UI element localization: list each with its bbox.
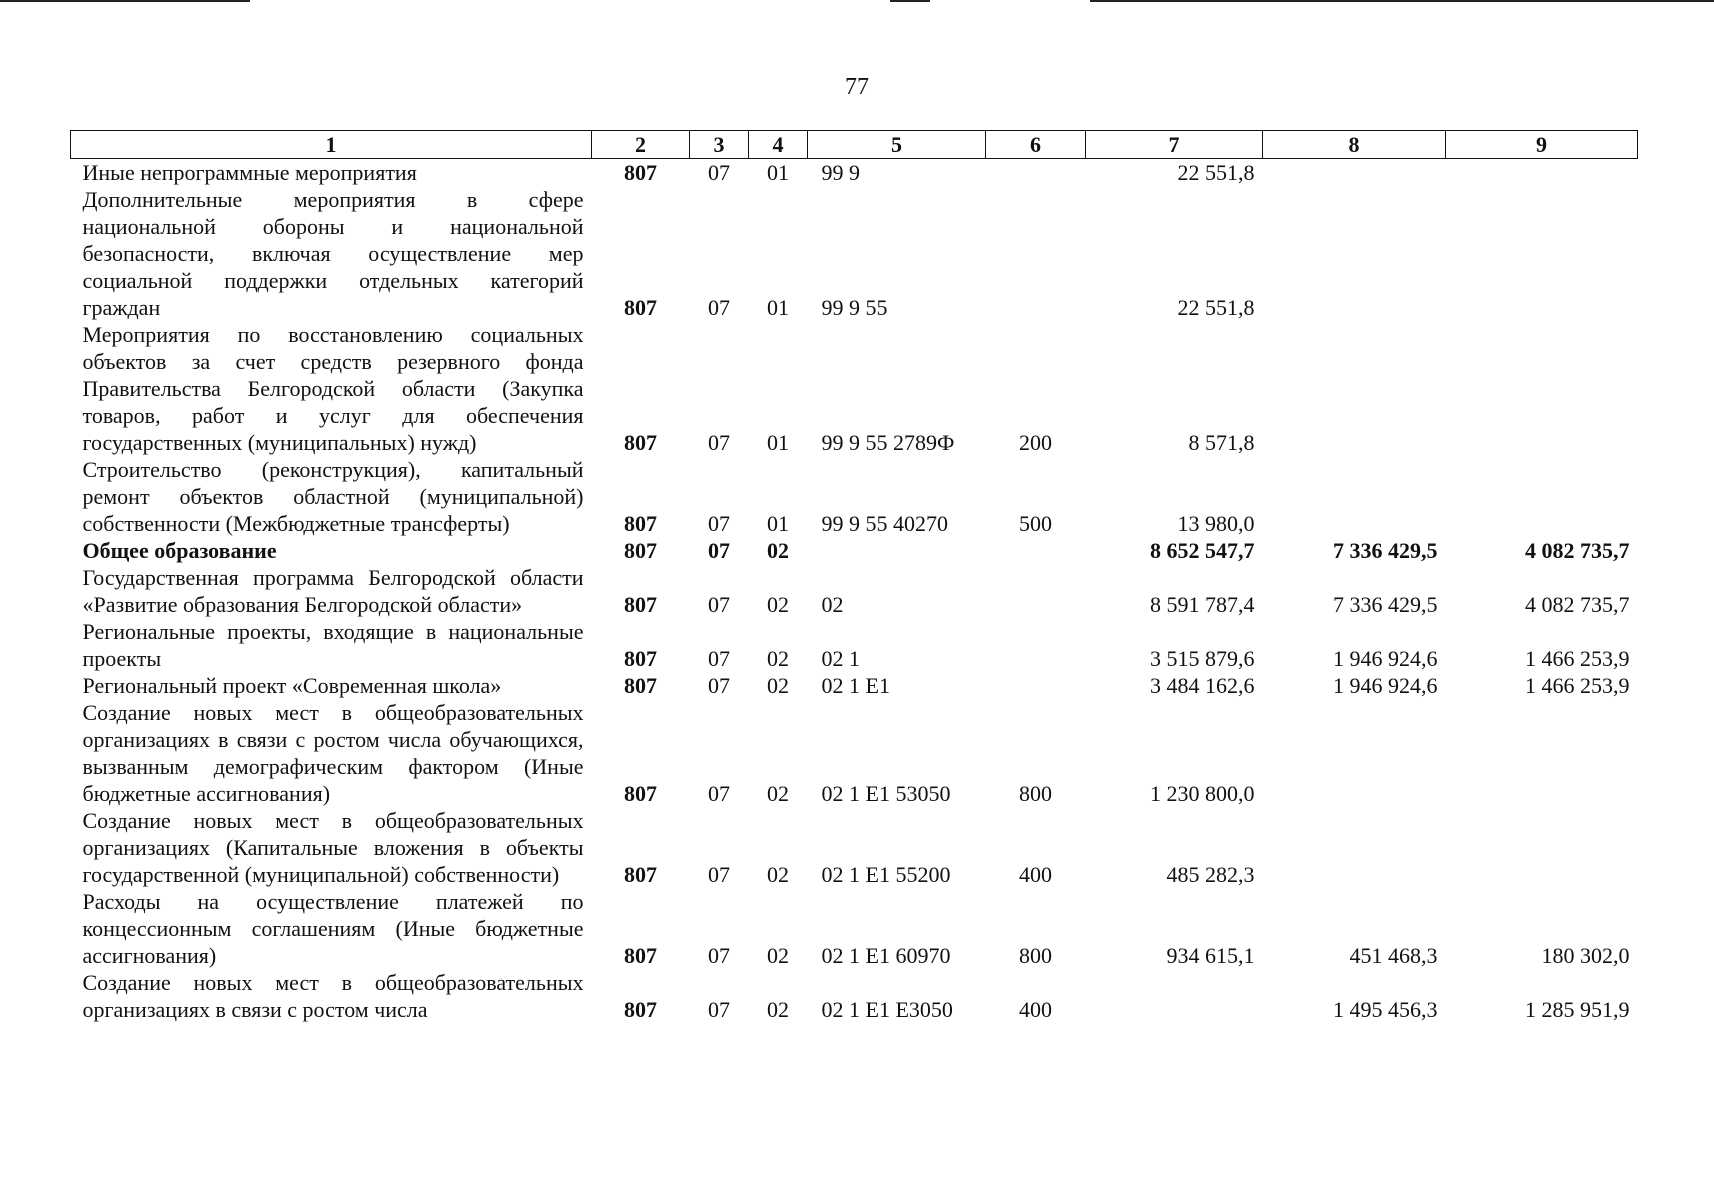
cell-target-article	[808, 537, 986, 564]
header-col-8: 8	[1263, 131, 1446, 159]
cell-name: Государственная программа Белгородской области «Развитие образования Белгородской области»	[82, 565, 584, 617]
cell-amount-col9: 1 466 253,9	[1525, 673, 1630, 698]
cell-name: Расходы на осуществление платежей по концессионным соглашениям (Иные бюджетные ассигнования)	[82, 889, 584, 968]
cell-target-article: 02 1	[821, 646, 860, 671]
cell-amount-col9	[1446, 699, 1638, 807]
cell-target-article: 99 9 55	[821, 295, 888, 320]
cell-ministry: 807	[624, 862, 657, 887]
table-row	[71, 888, 1638, 969]
cell-amount-col9	[1446, 807, 1638, 888]
cell-amount-col8	[1263, 807, 1446, 888]
cell-expense-type	[986, 537, 1086, 564]
cell-amount-col8: 1 495 456,3	[1333, 997, 1438, 1022]
cell-subsection: 02	[767, 646, 789, 671]
cell-target-article: 99 9 55 40270	[821, 511, 948, 536]
table-row	[71, 537, 1638, 564]
cell-amount-col9	[1446, 321, 1638, 456]
cell-section: 07	[708, 673, 730, 698]
cell-amount-col7: 22 551,8	[1177, 160, 1255, 185]
cell-section: 07	[708, 160, 730, 185]
cell-section: 07	[708, 943, 730, 968]
cell-ministry: 807	[624, 511, 657, 536]
cell-amount-col7: 8 571,8	[1188, 430, 1255, 455]
header-col-3: 3	[690, 131, 749, 159]
cell-ministry: 807	[624, 646, 657, 671]
cell-target-article: 02 1 E1 55200	[821, 862, 951, 887]
cell-section: 07	[708, 430, 730, 455]
cell-subsection: 01	[767, 160, 789, 185]
header-col-7: 7	[1086, 131, 1263, 159]
cell-subsection: 01	[767, 511, 789, 536]
cell-amount-col8	[1263, 321, 1446, 456]
cell-amount-col8: 1 946 924,6	[1333, 646, 1438, 671]
cell-subsection: 02	[767, 997, 789, 1022]
table-row	[71, 672, 1638, 699]
cell-expense-type	[986, 672, 1086, 699]
cell-expense-type	[986, 159, 1086, 187]
cell-amount-col8	[1263, 159, 1446, 187]
cell-amount-col7: 485 282,3	[1166, 862, 1255, 887]
cell-subsection: 02	[767, 673, 789, 698]
cell-ministry: 807	[624, 781, 657, 806]
cell-expense-type: 500	[1019, 511, 1052, 536]
budget-table	[70, 130, 1638, 1023]
cell-name: Мероприятия по восстановлению социальных объектов за счет средств резервного фонда Правительства Белгородской области (Закупка товаров, работ и услуг для обеспечения государственных (муниципальных) нужд)	[82, 322, 584, 455]
cell-expense-type: 800	[1019, 943, 1052, 968]
cell-amount-col8: 451 468,3	[1349, 943, 1438, 968]
table-row	[71, 699, 1638, 807]
cell-section: 07	[708, 997, 730, 1022]
cell-subsection: 02	[767, 943, 789, 968]
scan-edge-line-left	[0, 0, 250, 2]
header-col-6: 6	[986, 131, 1086, 159]
table-body	[71, 159, 1638, 1024]
cell-target-article: 02	[821, 592, 844, 617]
cell-target-article: 02 1 E1 53050	[821, 781, 951, 806]
cell-ministry: 807	[624, 673, 657, 698]
cell-amount-col7: 1 230 800,0	[1150, 781, 1255, 806]
table-row	[71, 456, 1638, 537]
table-row	[71, 969, 1638, 1023]
header-row	[71, 131, 1638, 159]
cell-section: 07	[708, 538, 730, 563]
cell-ministry: 807	[624, 538, 657, 563]
cell-name: Создание новых мест в общеобразовательных организациях (Капитальные вложения в объекты государственной (муниципальной) собственности)	[82, 808, 584, 887]
scan-edge-line-right	[1090, 0, 1714, 2]
header-col-5: 5	[808, 131, 986, 159]
table-row	[71, 564, 1638, 618]
cell-subsection: 02	[767, 538, 789, 563]
table-row	[71, 321, 1638, 456]
cell-name: Создание новых мест в общеобразовательных организациях в связи с ростом числа обучающихся, вызванным демографическим фактором (Иные бюджетные ассигнования)	[82, 700, 584, 806]
cell-ministry: 807	[624, 160, 657, 185]
cell-amount-col7: 8 591 787,4	[1150, 592, 1255, 617]
cell-expense-type	[986, 186, 1086, 321]
cell-ministry: 807	[624, 997, 657, 1022]
cell-subsection: 01	[767, 430, 789, 455]
cell-name: Региональный проект «Современная школа»	[82, 673, 502, 698]
cell-name: Создание новых мест в общеобразовательных организациях в связи с ростом числа	[82, 970, 584, 1022]
cell-amount-col9: 4 082 735,7	[1525, 592, 1630, 617]
cell-ministry: 807	[624, 943, 657, 968]
header-col-1: 1	[71, 131, 592, 159]
cell-amount-col9	[1446, 456, 1638, 537]
cell-amount-col9: 4 082 735,7	[1525, 538, 1630, 563]
cell-expense-type	[986, 618, 1086, 672]
cell-amount-col7: 22 551,8	[1177, 295, 1255, 320]
cell-amount-col9: 1 466 253,9	[1525, 646, 1630, 671]
cell-amount-col9: 1 285 951,9	[1525, 997, 1630, 1022]
cell-target-article: 99 9 55 2789Ф	[821, 430, 955, 455]
cell-target-article: 02 1 E1	[821, 673, 890, 698]
cell-amount-col7: 8 652 547,7	[1150, 538, 1255, 563]
cell-amount-col7: 13 980,0	[1177, 511, 1255, 536]
table-row	[71, 618, 1638, 672]
cell-section: 07	[708, 592, 730, 617]
cell-expense-type: 400	[1019, 997, 1052, 1022]
cell-expense-type: 800	[1019, 781, 1052, 806]
cell-subsection: 02	[767, 781, 789, 806]
cell-name: Иные непрограммные мероприятия	[82, 160, 417, 185]
cell-section: 07	[708, 295, 730, 320]
cell-ministry: 807	[624, 295, 657, 320]
cell-section: 07	[708, 511, 730, 536]
cell-name: Строительство (реконструкция), капитальный ремонт объектов областной (муниципальной) собственности (Межбюджетные трансферты)	[82, 457, 584, 536]
cell-expense-type: 200	[1019, 430, 1052, 455]
cell-amount-col7: 3 515 879,6	[1150, 646, 1255, 671]
header-col-4: 4	[749, 131, 808, 159]
table-row	[71, 186, 1638, 321]
table-row	[71, 159, 1638, 187]
cell-amount-col8	[1263, 456, 1446, 537]
cell-name: Дополнительные мероприятия в сфере национальной обороны и национальной безопасности, включая осуществление мер социальной поддержки отдельных категорий граждан	[82, 187, 584, 320]
cell-amount-col9	[1446, 159, 1638, 187]
header-col-9: 9	[1446, 131, 1638, 159]
cell-target-article: 02 1 E1 E3050	[821, 997, 953, 1022]
cell-ministry: 807	[624, 430, 657, 455]
cell-expense-type	[986, 564, 1086, 618]
cell-amount-col9: 180 302,0	[1541, 943, 1630, 968]
cell-amount-col8	[1263, 699, 1446, 807]
cell-subsection: 01	[767, 295, 789, 320]
cell-amount-col7: 3 484 162,6	[1150, 673, 1255, 698]
scan-edge-line-center	[890, 0, 930, 2]
cell-subsection: 02	[767, 592, 789, 617]
cell-amount-col7	[1086, 969, 1263, 1023]
cell-name: Региональные проекты, входящие в национальные проекты	[82, 619, 584, 671]
cell-name: Общее образование	[82, 538, 277, 563]
cell-expense-type: 400	[1019, 862, 1052, 887]
cell-ministry: 807	[624, 592, 657, 617]
cell-section: 07	[708, 862, 730, 887]
cell-amount-col8: 1 946 924,6	[1333, 673, 1438, 698]
header-col-2: 2	[592, 131, 690, 159]
cell-amount-col9	[1446, 186, 1638, 321]
table-row	[71, 807, 1638, 888]
cell-amount-col8: 7 336 429,5	[1333, 592, 1438, 617]
cell-target-article: 99 9	[821, 160, 860, 185]
cell-section: 07	[708, 781, 730, 806]
cell-amount-col8: 7 336 429,5	[1333, 538, 1438, 563]
cell-target-article: 02 1 E1 60970	[821, 943, 951, 968]
cell-subsection: 02	[767, 862, 789, 887]
cell-amount-col8	[1263, 186, 1446, 321]
cell-amount-col7: 934 615,1	[1166, 943, 1255, 968]
page-number: 77	[845, 74, 869, 100]
cell-section: 07	[708, 646, 730, 671]
